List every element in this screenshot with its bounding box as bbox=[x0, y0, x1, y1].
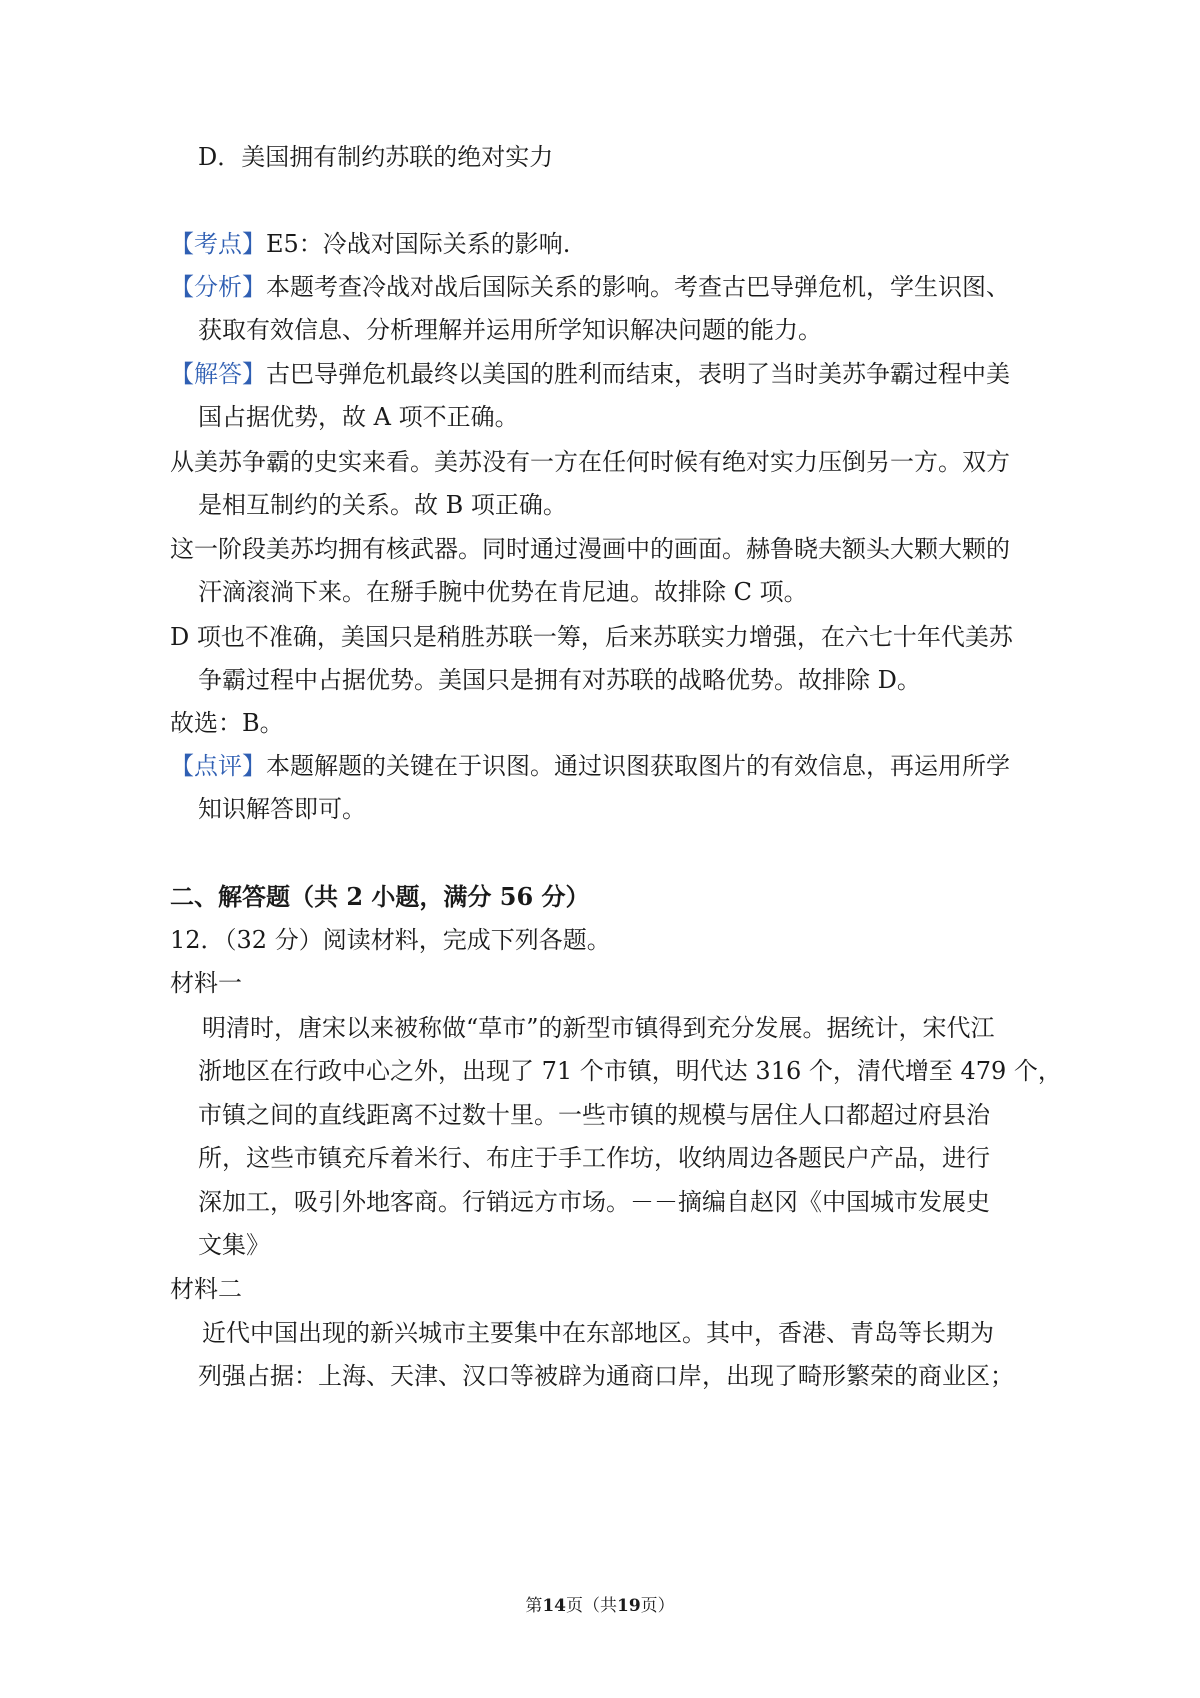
material-1-line: 浙地区在行政中心之外，出现了 71 个市镇，明代达 316 个，清代增至 479 个， bbox=[198, 1057, 1062, 1085]
paragraph-4-line-2: 争霸过程中占据优势。美国只是拥有对苏联的战略优势。故排除 D。 bbox=[198, 666, 921, 694]
fenxi-line-2: 获取有效信息、分析理解并运用所学知识解决问题的能力。 bbox=[198, 316, 822, 344]
fenxi-tag: 【分析】 bbox=[170, 273, 266, 301]
paragraph-2-line-2: 是相互制约的关系。故 B 项正确。 bbox=[198, 491, 567, 519]
material-1-label: 材料一 bbox=[170, 969, 242, 997]
jieda-tag: 【解答】 bbox=[170, 360, 266, 388]
kaodian-tag: 【考点】 bbox=[170, 230, 266, 258]
material-2-label: 材料二 bbox=[170, 1275, 242, 1303]
material-1-line: 所，这些市镇充斥着米行、布庄于手工作坊，收纳周边各题民户产品，进行 bbox=[198, 1144, 990, 1172]
jieda-line-1 bbox=[170, 358, 1200, 390]
footer-page-number: 14 bbox=[542, 1596, 566, 1616]
fenxi-line-1 bbox=[170, 271, 1200, 303]
kaodian-text: E5：冷战对国际关系的影响. bbox=[266, 230, 571, 258]
dianping-tag: 【点评】 bbox=[170, 752, 266, 780]
material-1-line: 文集》 bbox=[198, 1231, 270, 1259]
fenxi-text-1: 本题考查冷战对战后国际关系的影响。考查古巴导弹危机，学生识图、 bbox=[266, 273, 1010, 301]
material-1-line: 深加工，吸引外地客商。行销远方市场。－－摘编自赵冈《中国城市发展史 bbox=[198, 1188, 990, 1216]
material-2-line: 列强占据：上海、天津、汉口等被辟为通商口岸，出现了畸形繁荣的商业区； bbox=[198, 1362, 1014, 1390]
jieda-text-1: 古巴导弹危机最终以美国的胜利而结束，表明了当时美苏争霸过程中美 bbox=[266, 360, 1010, 388]
material-2-line: 近代中国出现的新兴城市主要集中在东部地区。其中，香港、青岛等长期为 bbox=[202, 1319, 994, 1347]
footer-total-pages: 19 bbox=[617, 1596, 641, 1616]
footer-prefix: 第 bbox=[525, 1596, 543, 1616]
jieda-line-2: 国占据优势，故 A 项不正确。 bbox=[198, 403, 519, 431]
paragraph-3-line-2: 汗滴滚淌下来。在掰手腕中优势在肯尼迪。故排除 C 项。 bbox=[198, 578, 808, 606]
section-heading: 二、解答题（共 2 小题，满分 56 分） bbox=[170, 882, 590, 911]
paragraph-3-line-1: 这一阶段美苏均拥有核武器。同时通过漫画中的画面。赫鲁晓夫额头大颗大颗的 bbox=[170, 535, 1010, 563]
paragraph-2-line-1: 从美苏争霸的史实来看。美苏没有一方在任何时候有绝对实力压倒另一方。双方 bbox=[170, 448, 1010, 476]
question-12: 12．（32 分）阅读材料，完成下列各题。 bbox=[170, 926, 611, 954]
dianping-text-1: 本题解题的关键在于识图。通过识图获取图片的有效信息，再运用所学 bbox=[266, 752, 1010, 780]
answer-line: 故选：B。 bbox=[170, 709, 284, 737]
kaodian-line bbox=[170, 228, 1200, 260]
dianping-line-1 bbox=[170, 750, 1200, 782]
footer-suffix: 页） bbox=[640, 1596, 675, 1616]
material-1-line: 明清时，唐宋以来被称做“草市”的新型市镇得到充分发展。据统计，宋代江 bbox=[202, 1014, 995, 1042]
option-d: D．美国拥有制约苏联的绝对实力 bbox=[198, 143, 554, 171]
material-1-line: 市镇之间的直线距离不过数十里。一些市镇的规模与居住人口都超过府县治 bbox=[198, 1101, 990, 1129]
paragraph-4-line-1: D 项也不准确，美国只是稍胜苏联一筹，后来苏联实力增强，在六七十年代美苏 bbox=[170, 623, 1013, 651]
page-footer bbox=[0, 1594, 1200, 1618]
dianping-line-2: 知识解答即可。 bbox=[198, 795, 366, 823]
footer-middle: 页（共 bbox=[566, 1596, 617, 1616]
